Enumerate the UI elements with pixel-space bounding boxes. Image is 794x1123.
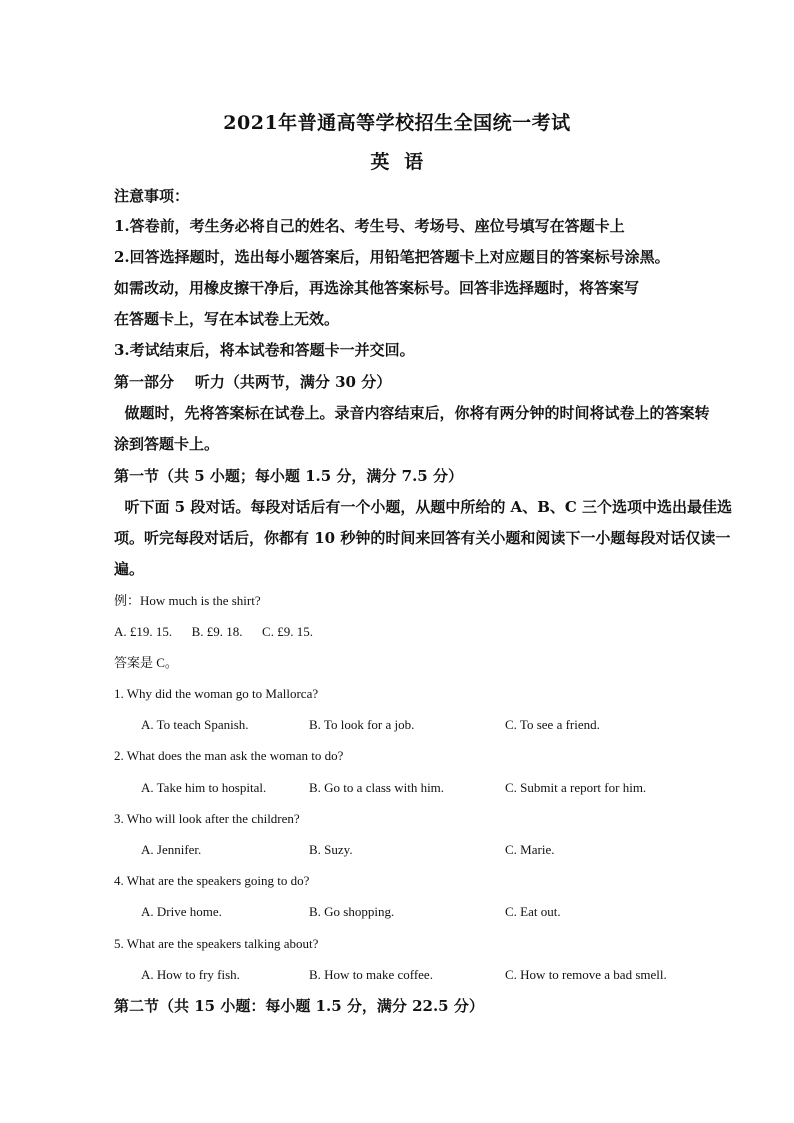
question-2: 2. What does the man ask the woman to do? [114, 748, 344, 763]
notice-item-3: 3.考试结束后，将本试卷和答题卡一并交回。 [114, 341, 415, 359]
option-a: A. How to fry fish. [141, 967, 240, 982]
question-4: 4. What are the speakers going to do? [114, 873, 310, 888]
option-a: A. Jennifer. [141, 842, 202, 857]
notice-heading: 注意事项： [114, 187, 190, 205]
part1-intro-line-2: 涂到答题卡上。 [114, 435, 220, 453]
question-3-options [0, 840, 794, 860]
section1-heading: 第一节（共 5 小题；每小题 1.5 分，满分 7.5 分） [114, 467, 463, 485]
question-1: 1. Why did the woman go to Mallorca? [114, 686, 319, 701]
example-question: 例：How much is the shirt? [114, 593, 261, 608]
question-2-options [0, 778, 794, 798]
option-b: B. Suzy. [309, 842, 353, 857]
example-answer: 答案是 C。 [114, 655, 178, 670]
notice-item-2-line-2: 如需改动，用橡皮擦干净后，再选涂其他答案标号。回答非选择题时，将答案写 [114, 279, 640, 297]
option-c: C. To see a friend. [505, 717, 600, 732]
exam-title: 2021年普通高等学校招生全国统一考试 [223, 112, 571, 134]
option-c: C. Submit a report for him. [505, 780, 647, 795]
notice-item-2-line-1: 2.回答选择题时，选出每小题答案后，用铅笔把答题卡上对应题目的答案标号涂黑。 [114, 248, 670, 266]
question-4-options [0, 902, 794, 922]
part1-heading: 第一部分 听力（共两节，满分 30 分） [114, 373, 392, 391]
notice-item-2-line-3: 在答题卡上，写在本试卷上无效。 [114, 310, 340, 328]
question-3: 3. Who will look after the children? [114, 811, 300, 826]
example-options: A. £19. 15. B. £9. 18. C. £9. 15. [114, 624, 313, 639]
question-5-options [0, 965, 794, 985]
option-c: C. Marie. [505, 842, 555, 857]
section1-intro-line-2: 项。听完每段对话后，你都有 10 秒钟的时间来回答有关小题和阅读下一小题每段对话仅读一 [114, 529, 731, 547]
section1-intro-line-3: 遍。 [114, 560, 145, 578]
notice-item-1: 1.答卷前，考生务必将自己的姓名、考生号、考场号、座位号填写在答题卡上 [114, 217, 625, 235]
option-c: C. Eat out. [505, 904, 561, 919]
option-b: B. To look for a job. [309, 717, 415, 732]
question-5: 5. What are the speakers talking about? [114, 936, 319, 951]
subject-title: 英 语 [370, 151, 424, 173]
option-b: B. How to make coffee. [309, 967, 433, 982]
option-a: A. Drive home. [141, 904, 222, 919]
section2-heading: 第二节（共 15 小题：每小题 1.5 分，满分 22.5 分） [114, 997, 484, 1015]
question-1-options [0, 715, 794, 735]
option-a: A. Take him to hospital. [141, 780, 267, 795]
section1-intro-line-1: 听下面 5 段对话。每段对话后有一个小题，从题中所给的 A、B、C 三个选项中选出最佳选 [114, 498, 733, 516]
option-c: C. How to remove a bad smell. [505, 967, 667, 982]
option-b: B. Go to a class with him. [309, 780, 445, 795]
option-a: A. To teach Spanish. [141, 717, 249, 732]
option-b: B. Go shopping. [309, 904, 395, 919]
part1-intro-line-1: 做题时，先将答案标在试卷上。录音内容结束后，你将有两分钟的时间将试卷上的答案转 [114, 404, 710, 422]
